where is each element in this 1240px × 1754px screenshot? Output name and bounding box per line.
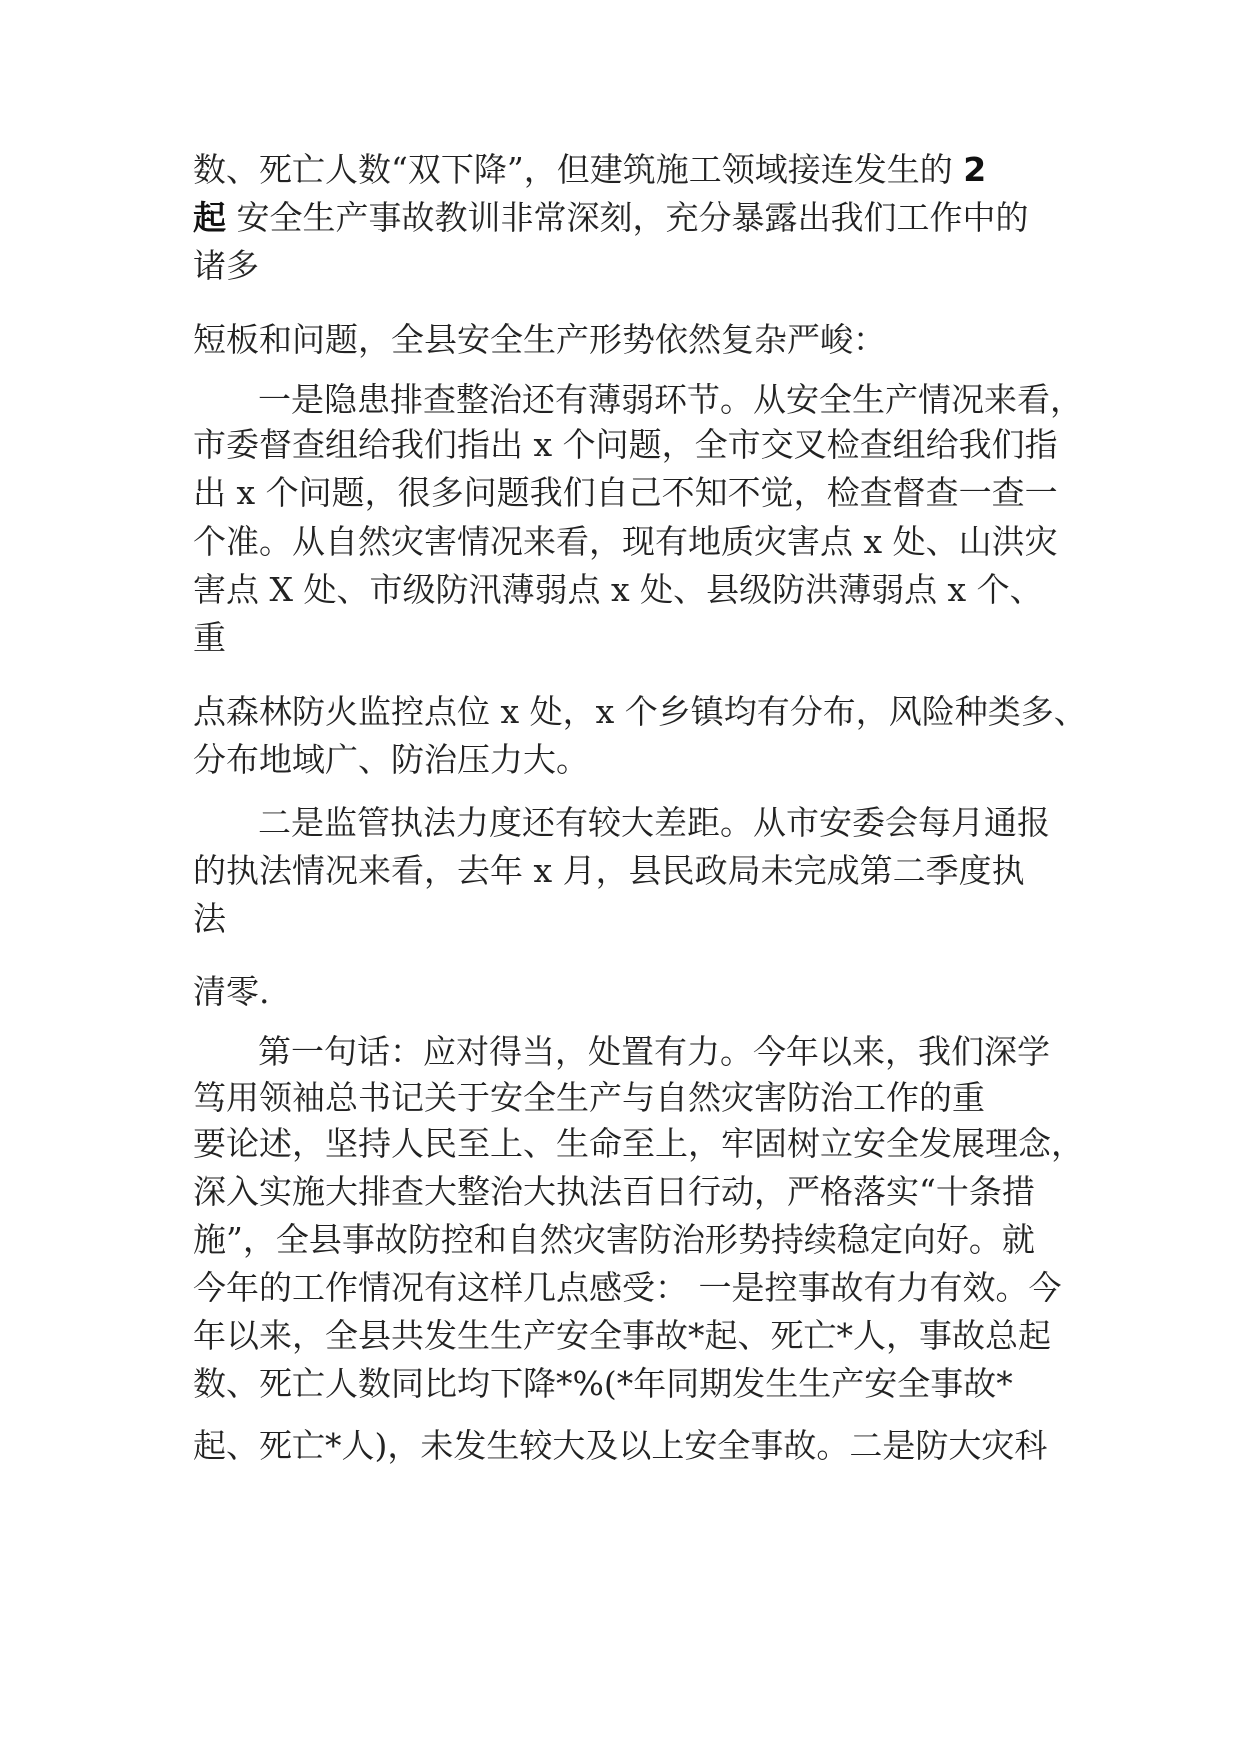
text-line (193, 198, 1029, 238)
text-line: 今年的工作情况有这样几点感受： 一是控事故有力有效。今 (193, 1268, 1062, 1307)
text-line: 年以来，全县共发生生产安全事故*起、死亡*人，事故总起 (193, 1316, 1051, 1355)
text-line: 短板和问题，全县安全生产形势依然复杂严峻： (193, 320, 886, 359)
text-line: 法 (193, 899, 226, 938)
paragraph-start-line: 一是隐患排查整治还有薄弱环节。从安全生产情况来看， (258, 380, 1083, 419)
text-line: 清零. (193, 972, 270, 1011)
line-text: 数、死亡人数“双下降”，但建筑施工领域接连发生的 (193, 150, 964, 189)
text-line: 诸多 (193, 246, 259, 285)
text-line: 点森林防火监控点位 x 处，x 个乡镇均有分布，风险种类多、 (193, 692, 1087, 731)
text-line: 数、死亡人数同比均下降*%(*年同期发生生产安全事故* (193, 1364, 1013, 1403)
bold-number: 2 (963, 150, 987, 189)
line-text: 安全生产事故教训非常深刻，充分暴露出我们工作中的 (226, 198, 1029, 237)
text-line: 害点 X 处、市级防汛薄弱点 x 处、县级防洪薄弱点 x 个、 (193, 570, 1043, 609)
text-line: 重 (193, 618, 226, 657)
text-line: 出 x 个问题，很多问题我们自己不知不觉，检查督查一查一 (193, 473, 1058, 512)
bold-text: 起 (193, 198, 226, 237)
text-line: 起、死亡*人)，未发生较大及以上安全事故。二是防大灾科 (193, 1426, 1048, 1465)
text-line: 个准。从自然灾害情况来看，现有地质灾害点 x 处、山洪灾 (193, 522, 1058, 561)
text-line: 的执法情况来看，去年 x 月，县民政局未完成第二季度执 (193, 851, 1025, 890)
text-line: 分布地域广、防治压力大。 (193, 740, 589, 779)
paragraph-start-line: 二是监管执法力度还有较大差距。从市安委会每月通报 (258, 803, 1050, 842)
text-line: 要论述，坚持人民至上、生命至上，牢固树立安全发展理念， (193, 1124, 1084, 1163)
text-line: 施”，全县事故防控和自然灾害防治形势持续稳定向好。就 (193, 1220, 1035, 1259)
text-line: 深入实施大排查大整治大执法百日行动，严格落实“十条措 (193, 1172, 1035, 1211)
text-line: 笃用领袖总书记关于安全生产与自然灾害防治工作的重 (193, 1078, 985, 1117)
text-line (193, 150, 986, 190)
text-line: 市委督查组给我们指出 x 个问题，全市交叉检查组给我们指 (193, 425, 1058, 464)
paragraph-start-line: 第一句话：应对得当，处置有力。今年以来，我们深学 (258, 1032, 1050, 1071)
